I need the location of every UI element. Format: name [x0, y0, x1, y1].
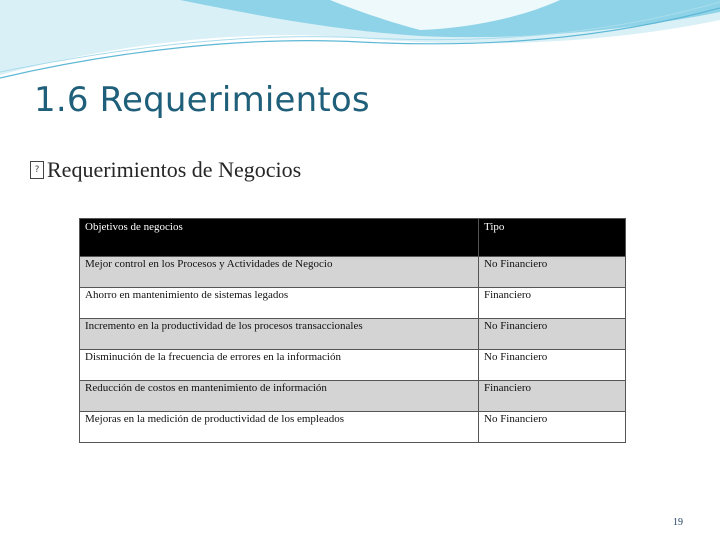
type-cell: Financiero: [479, 288, 626, 319]
table-header-row: [80, 219, 626, 257]
table-row: [80, 381, 626, 412]
objective-cell: Mejor control en los Procesos y Actividades de Negocio: [80, 257, 479, 288]
subtitle-text: Requerimientos de Negocios: [47, 157, 302, 182]
objective-cell: Reducción de costos en mantenimiento de información: [80, 381, 479, 412]
type-cell: No Financiero: [479, 257, 626, 288]
slide-title: 1.6 Requerimientos: [34, 80, 370, 120]
header-type: Tipo: [479, 219, 626, 257]
objective-cell: Disminución de la frecuencia de errores en la información: [80, 350, 479, 381]
requirements-table: [79, 218, 626, 443]
header-wave-decoration: [0, 0, 720, 90]
table-row: [80, 288, 626, 319]
objective-cell: Ahorro en mantenimiento de sistemas legados: [80, 288, 479, 319]
objective-cell: Incremento en la productividad de los procesos transaccionales: [80, 319, 479, 350]
type-cell: No Financiero: [479, 350, 626, 381]
objective-cell: Mejoras en la medición de productividad de los empleados: [80, 412, 479, 443]
table-row: [80, 350, 626, 381]
header-objectives: Objetivos de negocios: [80, 219, 479, 257]
page-number: 19: [673, 517, 683, 528]
table-row: [80, 412, 626, 443]
type-cell: Financiero: [479, 381, 626, 412]
type-cell: No Financiero: [479, 412, 626, 443]
table-row: [80, 257, 626, 288]
type-cell: No Financiero: [479, 319, 626, 350]
slide-subtitle: [30, 157, 301, 183]
table-row: [80, 319, 626, 350]
bullet-icon: ?: [30, 161, 44, 179]
